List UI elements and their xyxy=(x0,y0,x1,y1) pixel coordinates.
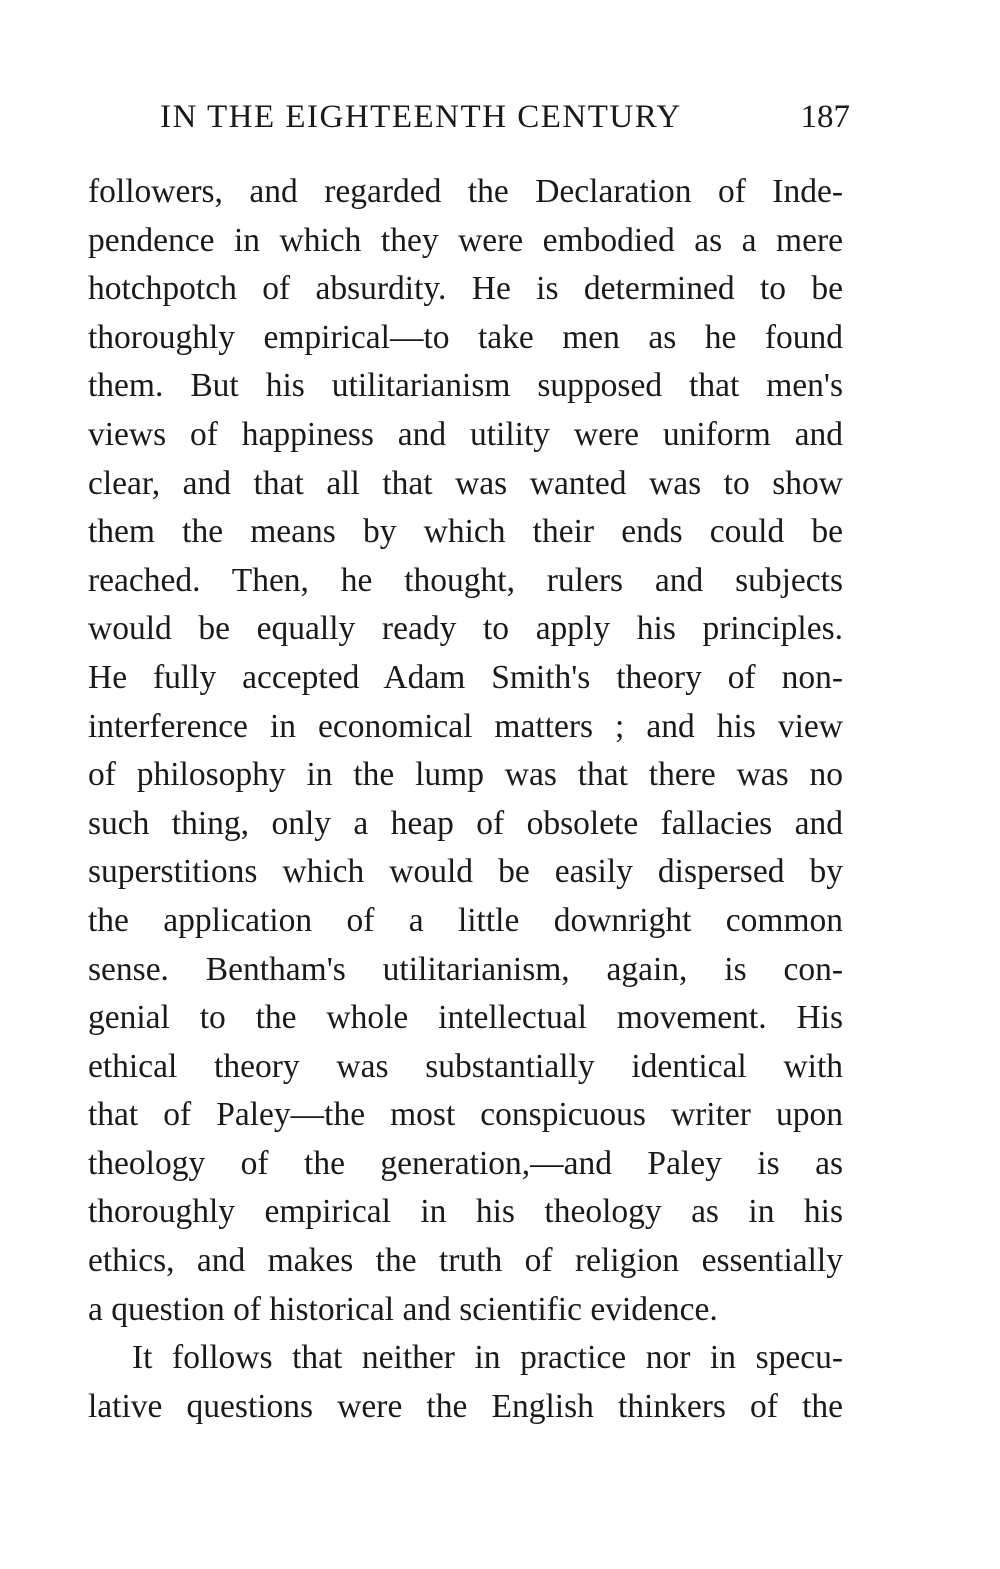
text-line: followers, and regarded the Declaration of Inde- xyxy=(88,173,843,210)
text-line: views of happiness and utility were uniform and xyxy=(88,415,843,453)
page-number: 187 xyxy=(800,99,850,135)
paragraph xyxy=(88,168,843,1334)
text-line: a question of historical and scientific evidence. xyxy=(88,1290,718,1328)
text-line: that of Paley—the most conspicuous writer upon xyxy=(88,1096,843,1134)
paragraph xyxy=(88,1334,843,1431)
text-line: ethics, and makes the truth of religion essentially xyxy=(88,1242,843,1280)
text-line: such thing, only a heap of obsolete fallacies and xyxy=(88,804,843,842)
text-line: thoroughly empirical—to take men as he found xyxy=(88,318,843,356)
text-line: lative questions were the English thinkers of the xyxy=(88,1387,843,1425)
text-line: reached. Then, he thought, rulers and subjects xyxy=(88,561,843,599)
text-line: genial to the whole intellectual movement. His xyxy=(88,999,843,1037)
text-line: them. But his utilitarianism supposed that men's xyxy=(88,367,843,405)
text-line: of philosophy in the lump was that there was no xyxy=(88,756,843,794)
text-line: hotchpotch of absurdity. He is determined to be xyxy=(88,270,843,308)
text-line: them the means by which their ends could be xyxy=(88,513,843,551)
text-line: superstitions which would be easily dispersed by xyxy=(88,853,843,891)
text-line: ethical theory was substantially identical with xyxy=(88,1047,843,1085)
running-head xyxy=(160,99,850,143)
text-line: It follows that neither in practice nor in specu- xyxy=(132,1339,843,1377)
text-line: pendence in which they were embodied as a mere xyxy=(88,221,843,259)
text-line: would be equally ready to apply his principles. xyxy=(88,610,843,648)
text-line: He fully accepted Adam Smith's theory of non- xyxy=(88,658,843,696)
body-text xyxy=(88,168,843,1431)
running-head-title: IN THE EIGHTEENTH CENTURY xyxy=(160,99,682,135)
text-line: interference in economical matters ; and his view xyxy=(88,707,843,745)
text-line: clear, and that all that was wanted was to show xyxy=(88,464,843,502)
text-line: sense. Bentham's utilitarianism, again, is con- xyxy=(88,950,843,988)
text-line: theology of the generation,—and Paley is as xyxy=(88,1144,843,1182)
text-line: thoroughly empirical in his theology as in his xyxy=(88,1193,843,1231)
text-line: the application of a little downright common xyxy=(88,901,843,939)
